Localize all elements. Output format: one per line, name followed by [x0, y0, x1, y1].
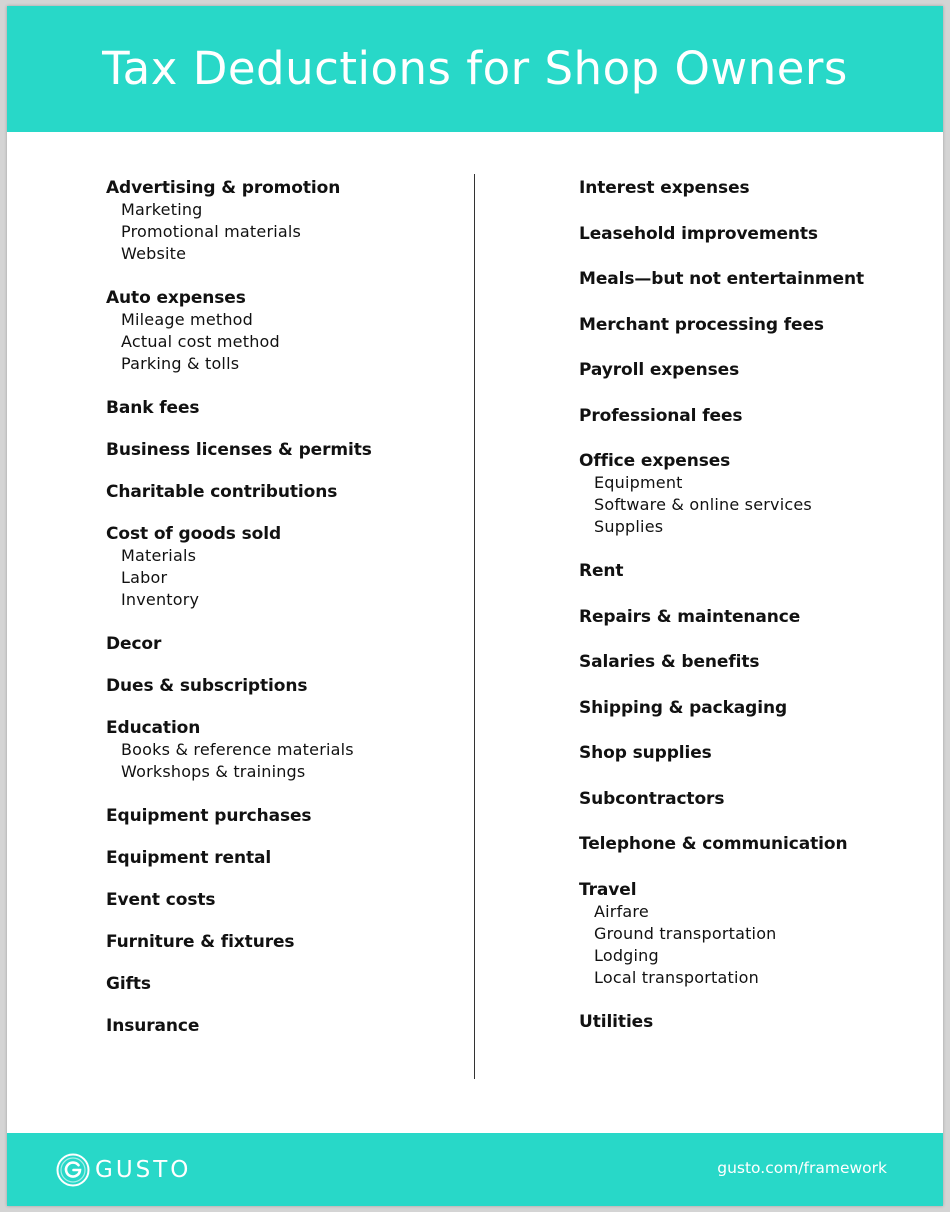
deduction-group: [579, 269, 919, 290]
deduction-category: Merchant processing fees: [579, 314, 824, 335]
deduction-category: Dues & subscriptions: [106, 676, 308, 696]
deduction-subitem: Equipment: [594, 473, 683, 492]
deduction-subitem: Website: [121, 244, 187, 263]
deduction-group: [579, 360, 919, 381]
deduction-group: [106, 524, 446, 611]
deduction-subitem: Software & online services: [594, 495, 812, 514]
deduction-group: [579, 224, 919, 245]
deduction-group: [106, 178, 446, 265]
footer-banner: [7, 1133, 943, 1206]
deduction-subitem: Promotional materials: [121, 222, 302, 241]
deduction-subitem: Workshops & trainings: [121, 762, 306, 781]
deduction-group: [106, 974, 446, 995]
left-column: [106, 178, 446, 1058]
logo-text: GUSTO: [95, 1157, 192, 1183]
deduction-group: [106, 806, 446, 827]
deduction-category: Subcontractors: [579, 788, 725, 809]
document-page: [7, 6, 943, 1206]
deduction-group: [579, 406, 919, 427]
deduction-category: Travel: [579, 879, 637, 900]
deduction-category: Payroll expenses: [579, 360, 740, 380]
deduction-group: [579, 834, 919, 855]
page-title: Tax Deductions for Shop Owners: [102, 41, 848, 95]
deduction-category: Charitable contributions: [106, 482, 338, 502]
deduction-category: Education: [106, 718, 201, 738]
deduction-group: [579, 652, 919, 673]
deduction-category: Furniture & fixtures: [106, 932, 295, 952]
deduction-group: [106, 288, 446, 375]
deduction-group: [106, 440, 446, 461]
deduction-category: Insurance: [106, 1016, 200, 1036]
deduction-category: Business licenses & permits: [106, 440, 372, 460]
deduction-category: Bank fees: [106, 398, 200, 418]
column-divider: [474, 174, 475, 1079]
deduction-subitem: Inventory: [121, 590, 200, 609]
deduction-group: [106, 718, 446, 783]
deduction-group: [579, 880, 919, 989]
header-banner: [7, 6, 943, 132]
deduction-group: [579, 315, 919, 336]
deduction-category: Interest expenses: [579, 178, 750, 198]
deduction-subitem: Labor: [121, 568, 168, 587]
deduction-category: Rent: [579, 561, 624, 581]
gusto-logo-icon: [56, 1153, 90, 1187]
deduction-category: Utilities: [579, 1011, 654, 1032]
deduction-category: Shop supplies: [579, 743, 712, 763]
deduction-group: [579, 451, 919, 538]
deduction-category: Meals—but not entertainment: [579, 269, 864, 289]
deduction-subitem: Airfare: [594, 901, 649, 921]
deduction-category: Decor: [106, 634, 162, 654]
deduction-category: Leasehold improvements: [579, 223, 818, 244]
deduction-group: [579, 789, 919, 810]
deduction-subitem: Materials: [121, 546, 197, 565]
deduction-group: [106, 932, 446, 953]
deduction-group: [579, 561, 919, 582]
deduction-group: [106, 1016, 446, 1037]
deduction-category: Advertising & promotion: [106, 178, 341, 198]
deduction-category: Equipment purchases: [106, 806, 312, 826]
deduction-category: Cost of goods sold: [106, 524, 282, 544]
deduction-subitem: Lodging: [594, 945, 659, 965]
deduction-category: Event costs: [106, 890, 216, 910]
deduction-category: Auto expenses: [106, 288, 246, 308]
deduction-category: Gifts: [106, 974, 151, 994]
deduction-group: [106, 398, 446, 419]
deduction-category: Repairs & maintenance: [579, 606, 801, 627]
deduction-subitem: Actual cost method: [121, 332, 280, 351]
deduction-group: [579, 698, 919, 719]
deduction-group: [579, 178, 919, 199]
deduction-group: [106, 676, 446, 697]
deduction-group: [579, 607, 919, 628]
deduction-subitem: Supplies: [594, 517, 664, 536]
deduction-group: [106, 848, 446, 869]
deduction-category: Equipment rental: [106, 848, 272, 868]
deduction-group: [579, 743, 919, 764]
footer-link[interactable]: gusto.com/framework: [717, 1159, 887, 1177]
deduction-subitem: Mileage method: [121, 310, 254, 329]
deduction-subitem: Ground transportation: [594, 923, 777, 943]
deduction-subitem: Parking & tolls: [121, 354, 240, 373]
deduction-category: Salaries & benefits: [579, 652, 760, 672]
deduction-group: [579, 1012, 919, 1033]
deduction-category: Office expenses: [579, 451, 731, 471]
right-column: [579, 178, 919, 1057]
deduction-group: [106, 634, 446, 655]
deduction-subitem: Local transportation: [594, 967, 759, 987]
deduction-category: Professional fees: [579, 405, 743, 426]
deduction-group: [106, 482, 446, 503]
gusto-logo: [56, 1153, 191, 1187]
deduction-category: Shipping & packaging: [579, 697, 788, 718]
deduction-subitem: Marketing: [121, 200, 203, 219]
deduction-category: Telephone & communication: [579, 834, 848, 854]
deduction-subitem: Books & reference materials: [121, 740, 354, 759]
deduction-group: [106, 890, 446, 911]
